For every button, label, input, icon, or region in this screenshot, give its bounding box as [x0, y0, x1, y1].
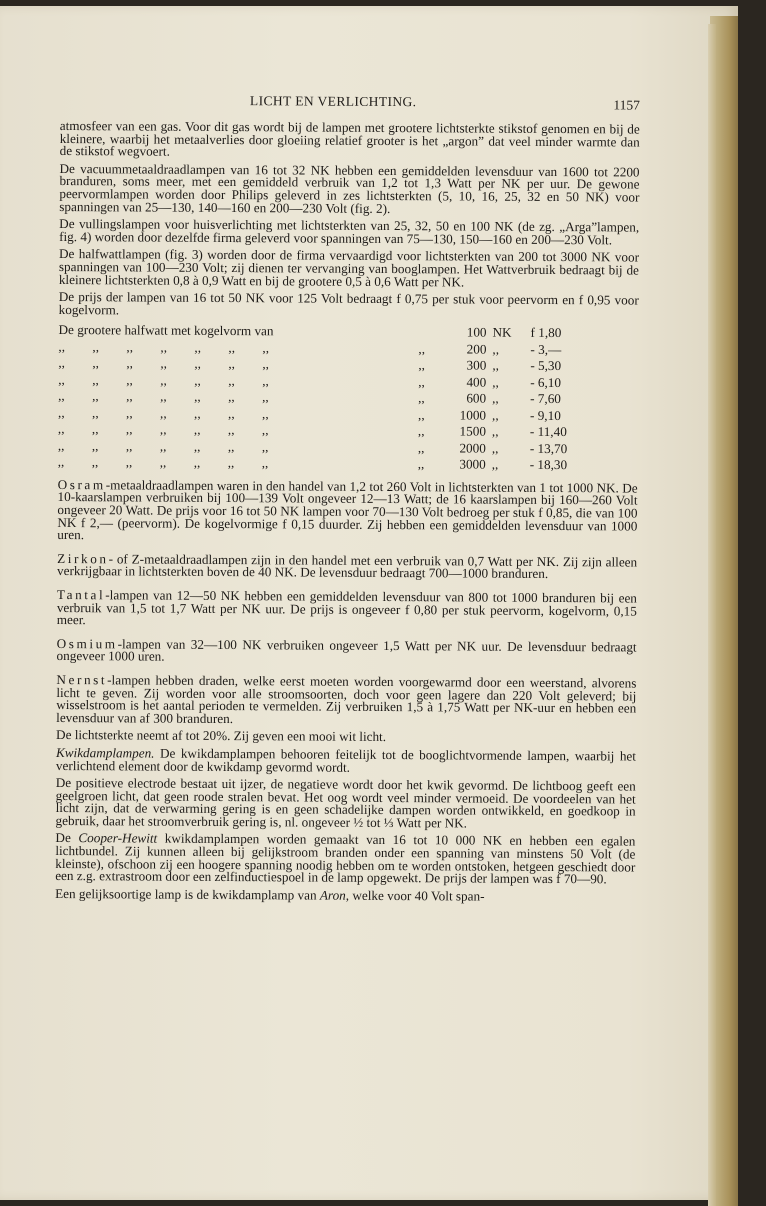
term-osram: Osram [57, 476, 106, 493]
price-row-nk: 1500 [459, 423, 486, 439]
price-row-nk: 2000 [459, 440, 486, 456]
paragraph-kwik-details: De positieve electrode bestaat uit ijzer, de negatieve wordt door het kwik gevormd. De lichtboog geeft een geelgroen licht, dat geen roode stralen bevat. Het oog wordt veel minder vermoeid. De voordeelen van het licht zijn, dat de verwarming gering is en geen schadelijke dampen worden ontwikkeld, en goedkoop in gebruik, daar het stroomverbruik gering is, nl. ongeveer ½ tot ⅓ Watt per NK. [55, 775, 636, 831]
price-row-price: - 11,40 [529, 424, 567, 440]
price-row-label: De grootere halfwatt met kogelvorm van [58, 322, 274, 339]
paragraph-gas: atmosfeer van een gas. Voor dit gas wordt bij de lampen met grootere lichtsterkte stikstof genomen en bij de kleinere, waarbij het metaalverlies door gloeiing relatief grooter is het „argon” dat veel minder warmte dan de stikstof wegvoert. [59, 117, 640, 159]
price-row-nk: 1000 [459, 407, 487, 423]
price-row-label: ,, ,, ,, ,, ,, ,, ,, [58, 404, 269, 422]
price-row-price: - 13,70 [529, 440, 568, 456]
term-aron: Aron [319, 887, 346, 903]
page-edge-inner [708, 24, 716, 1206]
price-table [58, 322, 583, 474]
price-row-nk: 600 [466, 390, 487, 406]
paragraph-osmium: Osmium-lampen van 32—100 NK verbruiken ongeveer 1,5 Watt per NK uur. De levensduur bedraagt ongeveer 1000 uren. [56, 635, 637, 664]
price-row: De grootere halfwatt met kogelvorm van 100 NK f 1,80 [59, 322, 583, 342]
paragraph-cooper-hewitt: De Cooper-Hewitt kwikdamplampen worden gemaakt van 16 tot 10 000 NK en hebben een egalen lichtbundel. Zij kunnen alleen bij gelijkstroom branden onder een spanning van minstens 50 Volt (de kleinste), ofschoon zij een hoogere spanning noodig hebben om te worden ontstoken, hetgeen geschiedt door een z.g. extrastroom door een zelfinductiespoel in de lamp opgewekt. De prijs der lampen was f 70—90. [55, 830, 636, 887]
price-row: ,, ,, ,, ,, ,, ,, ,, ,, 1500 ,, - 11,40 [58, 421, 582, 441]
term-tantal: Tantal [56, 586, 106, 603]
price-row-label: ,, ,, ,, ,, ,, ,, ,, [58, 371, 269, 389]
paragraph-price: De prijs der lampen van 16 tot 50 NK voor 125 Volt bedraagt f 0,75 per stuk voor peervorm en f 0,95 voor kogelvorm. [58, 289, 639, 318]
price-row: ,, ,, ,, ,, ,, ,, ,, ,, 3000 ,, - 18,30 [58, 454, 582, 474]
price-row-label: ,, ,, ,, ,, ,, ,, ,, [57, 437, 269, 455]
price-row-nk: 400 [466, 374, 487, 390]
price-row-nk: 3000 [459, 456, 486, 472]
term-cooper-hewitt: Cooper-Hewitt [78, 830, 158, 847]
price-row: ,, ,, ,, ,, ,, ,, ,, ,, 200 ,, - 3,— [58, 339, 582, 359]
price-row-nk: 100 [466, 324, 487, 340]
price-row-label: ,, ,, ,, ,, ,, ,, ,, [58, 355, 269, 372]
price-row: ,, ,, ,, ,, ,, ,, ,, ,, 300 ,, - 5,30 [58, 355, 582, 375]
price-row-price: - 6,10 [530, 374, 562, 390]
price-row-label: ,, ,, ,, ,, ,, ,, ,, [57, 454, 269, 471]
price-row-price: - 9,10 [530, 407, 561, 423]
paragraph-tantal: Tantal-lampen van 12—50 NK hebben een gemiddelden levensduur van 800 tot 1000 branduren bij een verbruik van 1,5 tot 1,7 Watt per NK uur. De prijs is ongeveer f 0,80 per stuk peervorm, kogelvorm, 0,15 meer. [56, 586, 637, 628]
price-row-price: - 5,30 [530, 358, 562, 374]
term-osmium: Osmium [56, 635, 118, 652]
price-row-label: ,, ,, ,, ,, ,, ,, ,, [57, 421, 269, 438]
term-nernst: Nernst [56, 671, 108, 688]
price-row: ,, ,, ,, ,, ,, ,, ,, ,, 2000 ,, - 13,70 [58, 438, 582, 458]
page-number: 1157 [613, 97, 640, 113]
price-row: ,, ,, ,, ,, ,, ,, ,, ,, 1000 ,, - 9,10 [58, 405, 582, 425]
paragraph-nernst: Nernst-lampen hebben draden, welke eerst moeten worden voorgewarmd door een weerstand, alvorens licht te geven. Zij worden voor alle stroomsoorten, doch voor geen lagere dan 220 Volt geleverd; bij wisselstroom is het aantal perioden te vermelden. Zij verbruiken 1,5 à 1,75 Watt per NK-uur en hebben een levensduur van af 300 branduren. [56, 671, 637, 726]
paragraph-kwik: Kwikdamplampen. De kwikdamplampen behooren feitelijk tot de booglichtvormende lampen, waarbij het verlichtend element door de kwikdamp gevormd wordt. [55, 744, 637, 775]
price-row-label: ,, ,, ,, ,, ,, ,, ,, [58, 338, 270, 356]
price-row: ,, ,, ,, ,, ,, ,, ,, ,, 600 ,, - 7,60 [58, 388, 582, 408]
running-head: LICHT EN VERLICHTING. [249, 93, 417, 110]
paragraph-zirkon: Zirkon- of Z-metaaldraadlampen zijn in den handel met een verbruik van 0,7 Watt per NK. Zij zijn alleen verkrijgbaar in lichtsterkten boven de 40 NK. De levensduur bedraagt 700—1000 branduren. [57, 550, 638, 582]
term-kwik: Kwikdamplampen. [55, 744, 155, 761]
page-header [60, 94, 640, 124]
price-row-price: - 7,60 [530, 391, 561, 407]
price-row-nk: 200 [466, 341, 487, 357]
price-row-nk: 300 [466, 357, 487, 373]
paragraph-nernst-light: De lichtsterkte neemt af tot 20%. Zij geven een mooi wit licht. [56, 727, 387, 745]
price-row-price: f 1,80 [530, 325, 562, 341]
term-zirkon: Zirkon [57, 550, 109, 567]
paragraph-filling-lamps: De vullingslampen voor huisverlichting met lichtsterkten van 25, 32, 50 en 100 NK (de zg. „Arga”lampen, fig. 4) worden door dezelfde firma geleverd voor spanningen van 75—130, 150—160 en 200—230 Volt. [59, 216, 640, 248]
paragraph-aron: Een gelijksoortige lamp is de kwikdamplamp van Aron, welke voor 40 Volt span- [55, 885, 485, 904]
paragraph-osram: Osram-metaaldraadlampen waren in den handel van 1,2 tot 260 Volt in lichtsterkten van 1 tot 1000 NK. De 10-kaarslampen verbruiken bij 100—139 Volt ongeveer 12—13 Watt; de 16 kaarslampen bij 160—260 Volt ongeveer 20 Watt. De prijs voor 16 tot 50 NK lampen voor 70—130 Volt bedroeg per stuk f 0,85, die van 100 NK f 2,— (peervorm). De kogelvormige f 0,15 duurder. Zij hebben een gemiddelden levensduur van 1000 uren. [57, 476, 638, 543]
price-row: ,, ,, ,, ,, ,, ,, ,, ,, 400 ,, - 6,10 [58, 372, 582, 392]
price-row-label: ,, ,, ,, ,, ,, ,, ,, [58, 388, 269, 405]
price-row-price: - 3,— [530, 341, 562, 357]
price-row-price: - 18,30 [529, 457, 568, 473]
page-text-block [55, 94, 640, 909]
paragraph-halfwatt-lamps: De halfwattlampen (fig. 3) worden door de firma vervaardigd voor lichtsterkten van 200 tot 3000 NK voor spanningen van 100—230 Volt; zij dienen ter vervanging van booglampen. Het Wattverbruik bedraagt bij de kleinere lichtsterkten 0,8 à 0,9 Watt en bij de grootere 0,5 à 0,6 Watt per NK. [58, 246, 640, 290]
paragraph-vacuum-lamps: De vacuummetaaldraadlampen van 16 tot 32 NK hebben een gemiddelden levensduur van 1600 tot 2200 branduren, soms meer, met een gemiddeld verbruik van 1,2 tot 1,3 Watt per NK per uur. De gewone peervormlampen worden door Philips geleverd in zes lichtsterkten (5, 10, 16, 25, 32 en 50 NK) voor spanningen van 25—130, 140—160 en 200—230 Volt (fig. 2). [59, 160, 640, 216]
book-page [0, 6, 738, 1200]
